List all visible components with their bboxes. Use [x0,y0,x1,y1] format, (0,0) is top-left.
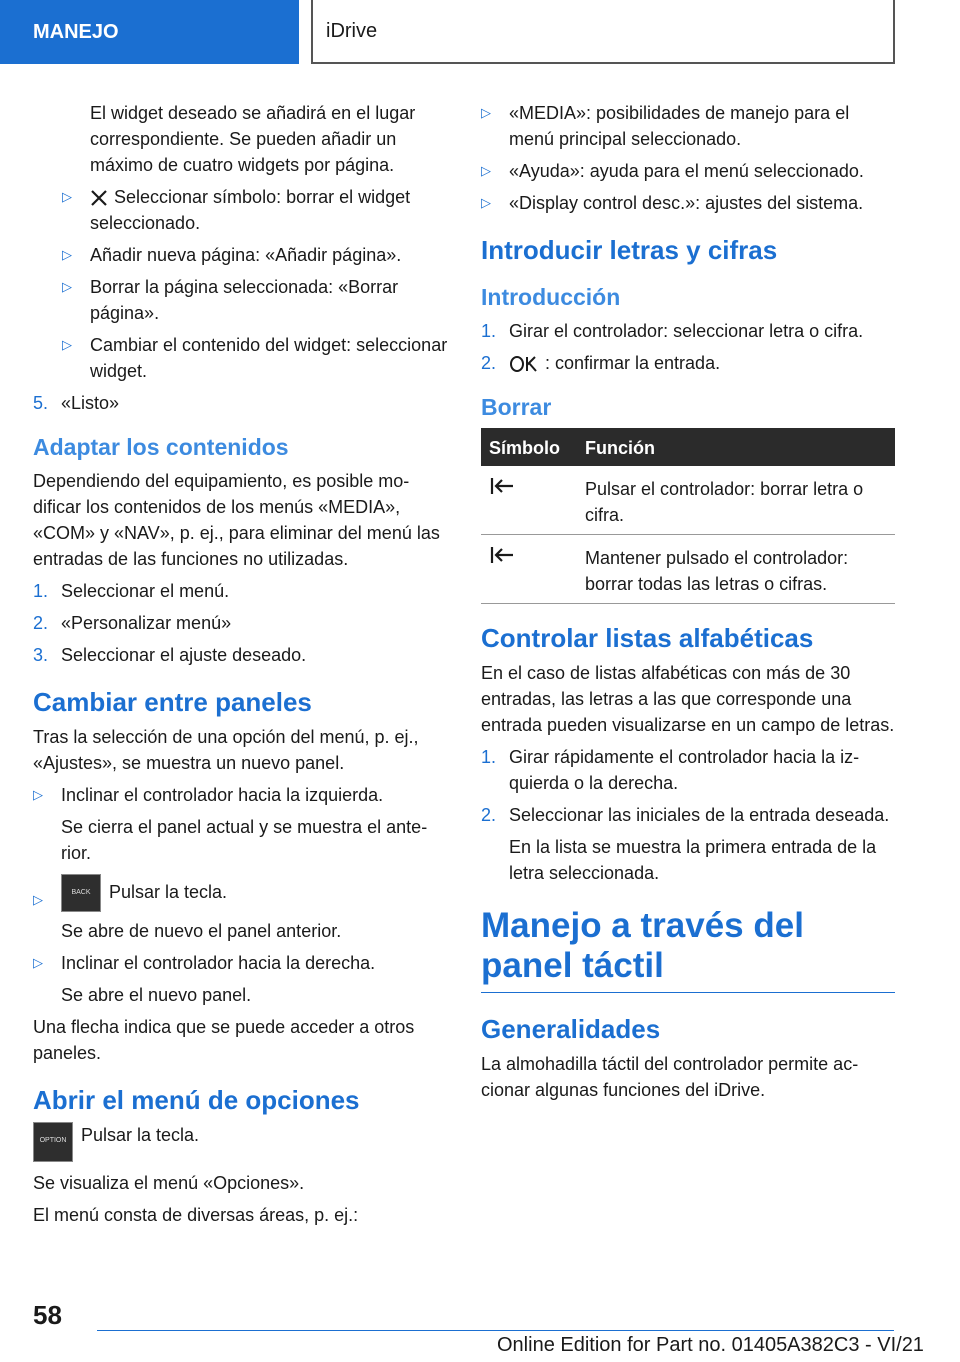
bullet-media [481,100,895,152]
step-number: 1. [481,747,497,767]
table-cell-function: Pulsar el controlador: borrar letra o cifra. [577,466,895,535]
bullet-ayuda [481,158,895,184]
bullet-text: Añadir nueva página: «Añadir página». [90,245,402,265]
bullet-tilt-right [33,950,448,976]
bullet-triangle-icon: ▷ [62,189,72,204]
paragraph-visualiza: Se visualiza el menú «Opciones». [33,1173,305,1194]
step-text: Seleccionar el menú. [61,581,230,601]
table-cell-symbol [481,535,577,604]
step-listo [33,390,448,416]
step-item [33,578,448,604]
right-column [481,100,895,1109]
step-number: 5. [33,393,49,413]
section-title: MANEJO [33,21,119,43]
table-cell-function: Mantener pulsado el controlador: borrar todas las letras o cifras. [577,535,895,604]
step-text: «Personalizar menú» [61,613,232,633]
heading-adaptar: Adaptar los contenidos [33,434,289,460]
table-row [481,535,895,604]
step-text: : confirmar la entrada. [545,353,721,373]
heading-panel-tactil: Manejo a través del panel táctil [481,906,804,985]
bullet-change-widget [33,332,448,384]
heading-listas: Controlar listas alfabéticas [481,623,814,653]
paragraph-flecha: Una flecha indica que se puede acceder a otros paneles. [33,1017,415,1064]
heading-opciones: Abrir el menú de opciones [33,1085,360,1116]
bullet-triangle-icon: ▷ [481,163,491,178]
footer-divider [97,1330,894,1331]
table-row [481,466,895,535]
paragraph-widget-added: El widget deseado se añadirá en el lugar correspondiente. Se pueden añadir un máximo de cuatro widgets por página. [90,103,416,175]
step-text: Seleccionar el ajuste deseado. [61,645,307,665]
bullet-tilt-left [33,782,448,808]
page-number: 58 [33,1300,62,1330]
step-text: Girar rápidamente el controlador hacia la izquierda o la derecha. [509,747,860,793]
bullet-text: Cambiar el contenido del widget: seleccionar widget. [90,335,448,381]
paragraph-cambiar: Tras la selección de una opción del menú, p. ej., «Ajustes», se muestra un nuevo panel. [33,727,419,773]
bullet-display [481,190,895,216]
step-number: 1. [33,581,49,601]
bullet-triangle-icon: ▷ [62,247,72,262]
table-cell-symbol [481,466,577,535]
bullet-text: «MEDIA»: posibilidades de manejo para el menú principal seleccionado. [509,103,850,149]
bullet-triangle-icon: ▷ [33,955,43,971]
bullet-subtext: Se cierra el panel actual y se muestra el anterior. [61,817,428,863]
step-item [481,318,895,344]
bullet-subtext: Se abre de nuevo el panel anterior. [61,921,342,942]
bullet-triangle-icon: ▷ [481,195,491,210]
back-key-icon: BACK [61,874,101,912]
bullet-text: Pulsar la tecla. [109,882,228,902]
edition-text: Online Edition for Part no. 01405A382C3 - VI/21 [497,1334,924,1356]
step-item [481,744,895,796]
bullet-text: «Ayuda»: ayuda para el menú seleccionado. [509,161,864,181]
heading-cambiar: Cambiar entre paneles [33,687,312,717]
step-number: 1. [481,321,497,341]
bullet-triangle-icon: ▷ [62,279,72,294]
delete-arrow-icon [489,476,515,496]
step-item [33,642,448,668]
bullet-delete-widget [33,184,448,236]
table-header-symbol: Símbolo [481,428,577,466]
delete-arrow-icon [489,545,515,565]
step-item [481,802,895,828]
heading-generalidades: Generalidades [481,1014,661,1044]
bullet-triangle-icon: ▷ [33,892,43,907]
table-header-function: Función [577,428,895,466]
step-item [33,610,448,636]
section-divider [481,992,895,993]
table-header-row [481,428,895,466]
step-text: Seleccionar las iniciales de la entrada deseada. [509,805,890,825]
option-key-icon: OPTION [33,1122,73,1162]
left-column [33,100,448,1234]
paragraph-pulsar: Pulsar la tecla. [81,1125,200,1146]
step-number: 2. [481,353,497,373]
step-subtext: En la lista se muestra la primera entrada de la letra seleccionada. [509,837,877,883]
close-x-icon [90,189,108,207]
ok-icon [509,355,539,373]
bullet-text: Seleccionar símbolo: borrar el widget seleccionado. [90,187,411,233]
paragraph-generalidades: La almohadilla táctil del controlador permite accionar algunas funciones del iDrive. [481,1054,859,1100]
step-number: 2. [33,613,49,633]
step-text: «Listo» [61,393,120,413]
step-text: Girar el controlador: seleccionar letra o cifra. [509,321,864,341]
bullet-triangle-icon: ▷ [33,787,43,802]
step-number: 3. [33,645,49,665]
chapter-header [311,0,895,64]
step-item [481,350,895,376]
bullet-triangle-icon: ▷ [62,337,72,352]
step-number: 2. [481,805,497,825]
option-key-row [33,1122,448,1162]
paragraph-adaptar: Dependiendo del equipamiento, es posible modificar los contenidos de los menús «MEDIA», «COM» y «NAV», p. ej., para eliminar del menú las entradas de las funciones no utilizadas. [33,471,440,569]
heading-letras: Introducir letras y cifras [481,235,778,265]
heading-borrar: Borrar [481,394,552,420]
bullet-delete-page [33,274,448,326]
bullet-text: Inclinar el controlador hacia la derecha. [61,953,376,974]
bullet-subtext: Se abre el nuevo panel. [61,985,252,1006]
paragraph-listas: En el caso de listas alfabéticas con más de 30 entradas, las letras a las que corresponde una entrada pueden visualizarse en un campo de letras. [481,663,895,735]
section-tab [0,0,299,64]
bullet-text: Borrar la página seleccionada: «Borrar página». [90,277,399,323]
bullet-triangle-icon: ▷ [481,105,491,120]
bullet-text: «Display control desc.»: ajustes del sistema. [509,193,864,213]
paragraph-consta: El menú consta de diversas áreas, p. ej.: [33,1205,359,1226]
chapter-title: iDrive [326,20,378,42]
bullet-add-page [33,242,448,268]
bullet-press-back [33,872,448,912]
bullet-text: Inclinar el controlador hacia la izquierda. [61,785,384,805]
delete-table [481,428,895,604]
heading-introduccion: Introducción [481,284,621,310]
